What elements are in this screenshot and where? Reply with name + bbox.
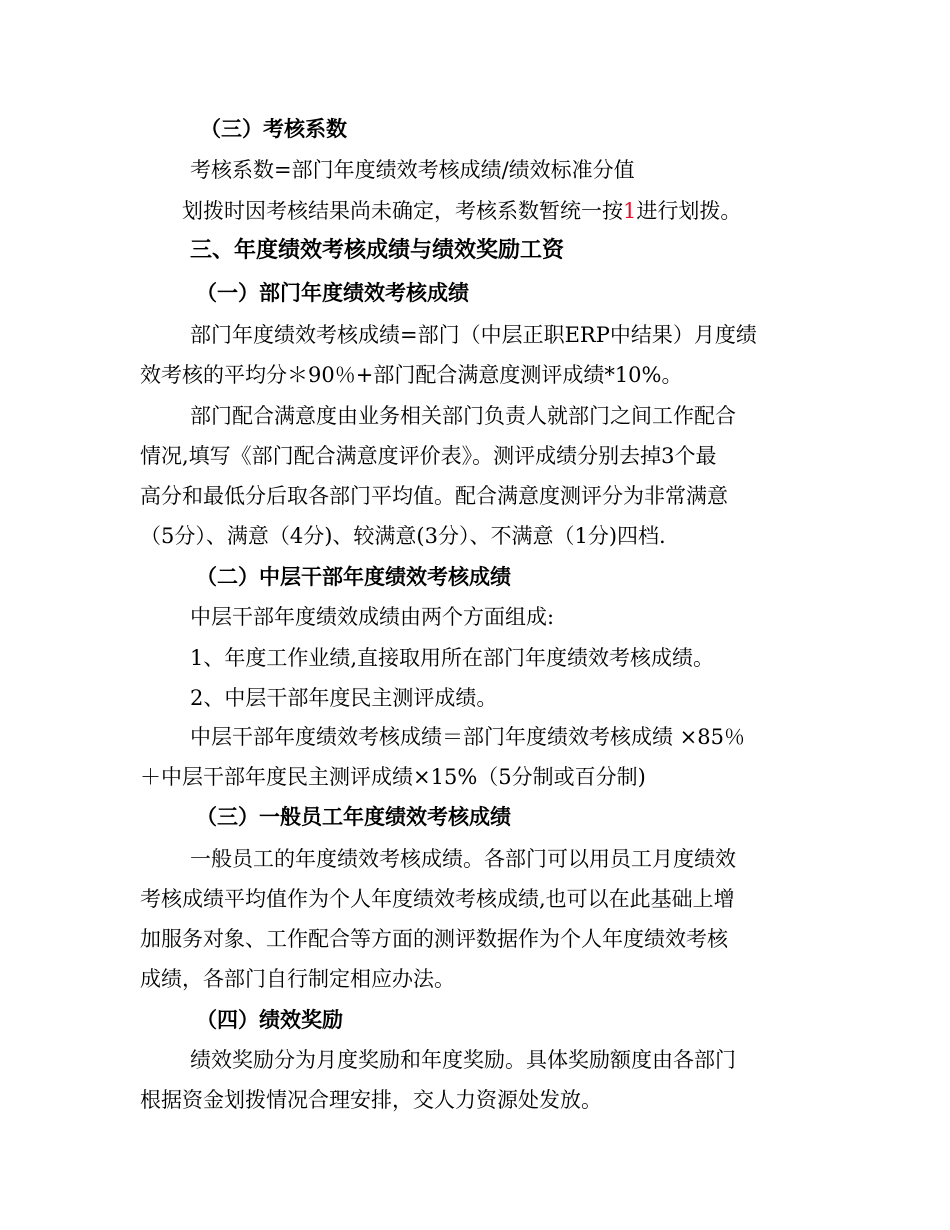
subheading-3: （三）一般员工年度绩效考核成绩 [196, 805, 511, 829]
paragraph-4: 1、年度工作业绩,直接取用所在部门年度绩效考核成绩。 [190, 646, 715, 670]
paragraph-6-line-1: 中层干部年度绩效考核成绩＝部门年度绩效考核成绩 ×85％ [190, 725, 745, 749]
allocation-text-post: 进行划拨。 [636, 199, 742, 223]
subheading-2: （二）中层干部年度绩效考核成绩 [196, 565, 511, 589]
paragraph-2-line-3: 高分和最低分后取各部门平均值。配合满意度测评分为非常满意 [140, 484, 728, 508]
paragraph-1-line-2: 效考核的平均分＊90％+部门配合满意度测评成绩*10%。 [140, 363, 683, 387]
paragraph-7-line-1: 一般员工的年度绩效考核成绩。各部门可以用员工月度绩效 [190, 847, 736, 871]
paragraph-2-line-1: 部门配合满意度由业务相关部门负责人就部门之间工作配合 [190, 404, 736, 428]
paragraph-8-line-1: 绩效奖励分为月度奖励和年度奖励。具体奖励额度由各部门 [190, 1048, 736, 1072]
section-heading-3: 三、年度绩效考核成绩与绩效奖励工资 [190, 238, 565, 263]
paragraph-7-line-3: 加服务对象、工作配合等方面的测评数据作为个人年度绩效考核 [140, 927, 728, 951]
paragraph-2-line-2: 情况,填写《部门配合满意度评价表》。测评成绩分别去掉3个最 [140, 444, 717, 468]
paragraph-5: 2、中层干部年度民主测评成绩。 [190, 686, 498, 710]
paragraph-8-line-2: 根据资金划拨情况合理安排，交人力资源处发放。 [140, 1088, 602, 1112]
subheading-4: （四）绩效奖励 [196, 1008, 343, 1032]
heading-kaohe-xishu: （三）考核系数 [200, 117, 347, 141]
subheading-1: （一）部门年度绩效考核成绩 [196, 281, 469, 305]
paragraph-allocation [182, 197, 810, 225]
allocation-text-pre: 划拨时因考核结果尚未确定，考核系数暂统一按 [182, 199, 623, 223]
paragraph-7-line-4: 成绩，各部门自行制定相应办法。 [140, 967, 455, 991]
paragraph-6-line-2: ＋中层干部年度民主测评成绩×15%（5分制或百分制) [140, 765, 646, 789]
paragraph-3: 中层干部年度绩效成绩由两个方面组成: [190, 605, 555, 629]
paragraph-7-line-2: 考核成绩平均值作为个人年度绩效考核成绩,也可以在此基础上增 [140, 887, 735, 911]
paragraph-formula: 考核系数=部门年度绩效考核成绩/绩效标准分值 [190, 158, 635, 182]
allocation-coefficient: 1 [623, 199, 637, 223]
paragraph-1-line-1: 部门年度绩效考核成绩=部门（中层正职ERP中结果）月度绩 [190, 323, 757, 347]
paragraph-2-line-4: （5分）、满意（4分)、较满意(3分）、不满意（1分)四档. [140, 524, 666, 548]
